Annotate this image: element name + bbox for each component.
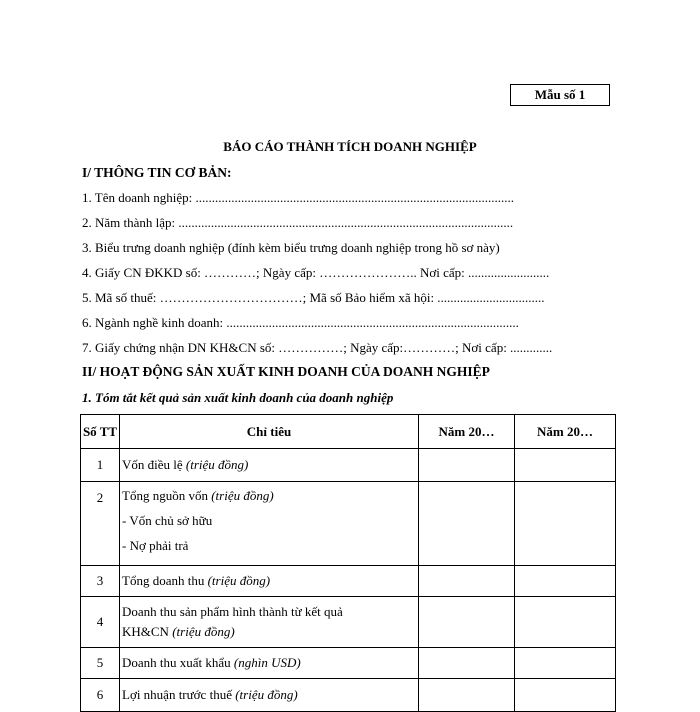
- table-row: [81, 449, 616, 482]
- indicator-label: Vốn điều lệ: [122, 457, 183, 472]
- indicator-label: Doanh thu xuất khẩu: [122, 655, 231, 670]
- header-year-2: Năm 20…: [515, 415, 616, 449]
- header-stt: Số TT: [81, 415, 120, 449]
- row-number: 1: [81, 449, 120, 482]
- value-year-1: [419, 679, 515, 712]
- indicator-label: Lợi nhuận trước thuế: [122, 687, 232, 702]
- value-year-1: [419, 597, 515, 648]
- value-year-1: [419, 648, 515, 679]
- row-number: 4: [81, 597, 120, 648]
- indicator-unit: (triệu đồng): [207, 573, 271, 588]
- indicator-label: Doanh thu sản phẩm hình thành từ kết quả: [122, 604, 343, 619]
- value-year-2: [515, 449, 616, 482]
- header-year-1: Năm 20…: [419, 415, 515, 449]
- value-year-1: [419, 482, 515, 566]
- row-indicator: [120, 566, 419, 597]
- info-line-kh-cn-certificate: 7. Giấy chứng nhận DN KH&CN số: ……………; Ngày cấp:…………; Nơi cấp: .............: [82, 340, 553, 355]
- section2-heading: II/ HOẠT ĐỘNG SẢN XUẤT KINH DOANH CỦA DOANH NGHIỆP: [82, 364, 490, 379]
- indicator-label-cont: KH&CN: [122, 624, 169, 639]
- form-number: Mẫu số 1: [534, 87, 586, 102]
- business-results-table: [80, 414, 616, 712]
- row-number: 2: [81, 482, 120, 566]
- indicator-unit: (triệu đồng): [185, 457, 249, 472]
- indicator-unit: (nghìn USD): [233, 655, 301, 670]
- info-line-business-registration: 4. Giấy CN ĐKKD số: …………; Ngày cấp: ………………….. Nơi cấp: .........................: [82, 265, 550, 280]
- value-year-2: [515, 679, 616, 712]
- row-indicator: [120, 597, 419, 648]
- table-row: [81, 648, 616, 679]
- table-row: [81, 597, 616, 648]
- row-indicator: [120, 482, 419, 566]
- row-indicator: [120, 648, 419, 679]
- section1-heading: I/ THÔNG TIN CƠ BẢN:: [82, 165, 232, 180]
- subitem-liabilities: - Nợ phải trả: [122, 538, 189, 553]
- indicator-unit: (triệu đồng): [172, 624, 235, 639]
- row-number: 6: [81, 679, 120, 712]
- value-year-1: [419, 449, 515, 482]
- row-number: 5: [81, 648, 120, 679]
- info-line-business-sector: 6. Ngành nghề kinh doanh: ..........................................................................................: [82, 315, 519, 330]
- indicator-label: Tổng nguồn vốn: [122, 488, 208, 503]
- section2-subheading: 1. Tóm tắt kết quả sản xuất kinh doanh của doanh nghiệp: [82, 390, 394, 405]
- value-year-2: [515, 597, 616, 648]
- table-header-row: [81, 415, 616, 449]
- row-number: 3: [81, 566, 120, 597]
- table-row: [81, 566, 616, 597]
- subitem-equity: - Vốn chủ sở hữu: [122, 513, 213, 528]
- form-number-box: [510, 84, 610, 106]
- info-line-founding-year: 2. Năm thành lập: .......................................................................................................: [82, 215, 514, 230]
- value-year-2: [515, 648, 616, 679]
- info-line-company-name: 1. Tên doanh nghiệp: ..................................................................................................: [82, 190, 514, 205]
- table-row: [81, 482, 616, 566]
- indicator-label: Tổng doanh thu: [122, 573, 205, 588]
- indicator-unit: (triệu đồng): [235, 687, 298, 702]
- document-title: BÁO CÁO THÀNH TÍCH DOANH NGHIỆP: [223, 139, 477, 154]
- table-row: [81, 679, 616, 712]
- row-indicator: [120, 679, 419, 712]
- header-indicator: Chỉ tiêu: [120, 415, 419, 449]
- row-indicator: [120, 449, 419, 482]
- value-year-2: [515, 482, 616, 566]
- info-line-logo: 3. Biểu trưng doanh nghiệp (đính kèm biểu trưng doanh nghiệp trong hồ sơ này): [82, 240, 500, 255]
- value-year-2: [515, 566, 616, 597]
- info-line-tax-code: 5. Mã số thuế: ……………………………; Mã số Bảo hiểm xã hội: .................................: [82, 290, 545, 305]
- value-year-1: [419, 566, 515, 597]
- indicator-unit: (triệu đồng): [211, 488, 274, 503]
